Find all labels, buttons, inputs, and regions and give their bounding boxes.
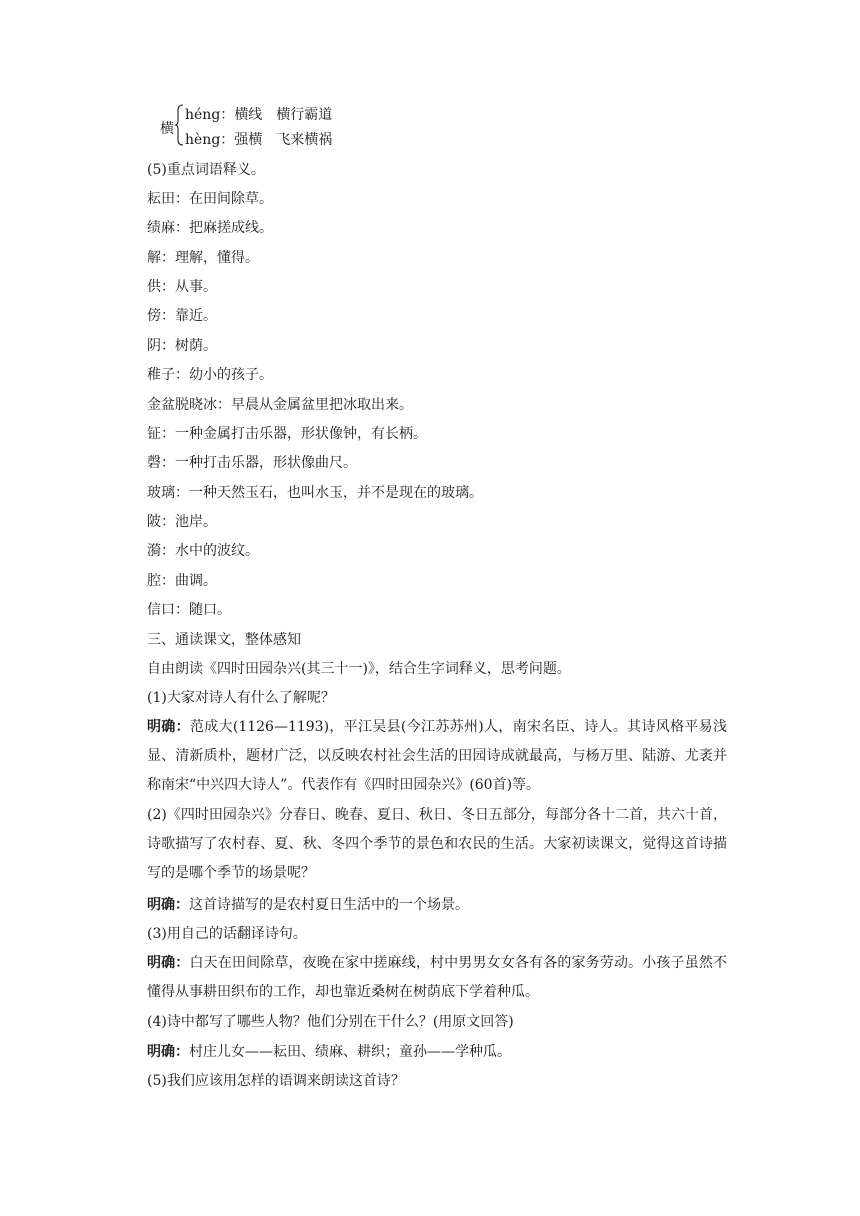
glossary-item: 漪：水中的波纹。	[147, 543, 259, 559]
answer-2	[147, 895, 469, 915]
answer-1	[147, 713, 727, 800]
question-2: (2)《四时田园杂兴》分春日、晚春、夏日、秋日、冬日五部分，每部分各十二首，共六十首，诗歌描写了农村春、夏、秋、冬四个季节的景色和农民的生活。大家初读课文，觉得这首诗描写的是哪个季节的场景呢？	[147, 807, 727, 881]
question-4: (4)诗中都写了哪些人物？他们分别在干什么？(用原文回答)	[147, 1014, 514, 1030]
heng-character: 横	[160, 121, 174, 137]
glossary-item: 供：从事。	[147, 279, 217, 295]
glossary-item: 磬：一种打击乐器，形状像曲尺。	[147, 455, 357, 471]
answer-3-text: 白天在田间除草，夜晚在家中搓麻线，村中男男女女各有各的家务劳动。小孩子虽然不懂得从事耕田织布的工作，却也靠近桑树在树荫底下学着种瓜。	[147, 955, 728, 1000]
answer-1-text: 范成大(1126—1193)，平江吴县(今江苏苏州)人，南宋名臣、诗人。其诗风格平易浅显、清新质朴，题材广泛，以反映农村社会生活的田园诗成就最高，与杨万里、陆游、尤袤并称南宋“中兴四大诗人”。代表作有《四时田园杂兴》(60首)等。	[147, 719, 727, 793]
question-3: (3)用自己的话翻译诗句。	[147, 926, 307, 942]
glossary-item: 傍：靠近。	[147, 308, 217, 324]
question-5: (5)我们应该用怎样的语调来朗读这首诗？	[147, 1073, 405, 1089]
glossary-item: 陂：池岸。	[147, 514, 217, 530]
mingque-label: 明确：	[147, 1044, 189, 1060]
answer-4	[147, 1042, 511, 1062]
glossary-item: 耘田：在田间除草。	[147, 191, 273, 207]
answer-3	[147, 949, 727, 1007]
answer-2-text: 这首诗描写的是农村夏日生活中的一个场景。	[189, 897, 469, 913]
glossary-item: 稚子：幼小的孩子。	[147, 367, 273, 383]
glossary-item: 信口：随口。	[147, 602, 231, 618]
glossary-item: 钲：一种金属打击乐器，形状像钟，有长柄。	[147, 426, 427, 442]
mingque-label: 明确：	[147, 955, 190, 971]
intro-text: 自由朗读《四时田园杂兴(其三十一)》，结合生字词释义，思考问题。	[147, 661, 571, 677]
glossary-item: 阴：树荫。	[147, 338, 217, 354]
heng-reading-1: héng：横线 横行霸道	[185, 107, 333, 123]
question-1: (1)大家对诗人有什么了解呢？	[147, 690, 335, 706]
glossary-item: 解：理解，懂得。	[147, 250, 259, 266]
section-5-title: (5)重点词语释义。	[147, 162, 265, 178]
heng-reading-2: hèng：强横 飞来横祸	[185, 132, 333, 148]
mingque-label: 明确：	[147, 897, 189, 913]
section-3-title: 三、通读课文，整体感知	[147, 632, 301, 648]
mingque-label: 明确：	[147, 719, 190, 735]
glossary-item: 绩麻：把麻搓成线。	[147, 220, 273, 236]
answer-4-text: 村庄儿女——耘田、绩麻、耕织；童孙——学种瓜。	[189, 1044, 511, 1060]
glossary-item: 腔：曲调。	[147, 573, 217, 589]
glossary-item: 玻璃：一种天然玉石，也叫水玉，并不是现在的玻璃。	[147, 485, 483, 501]
glossary-item: 金盆脱晓冰：早晨从金属盆里把冰取出来。	[147, 397, 413, 413]
brace-icon	[174, 104, 184, 146]
